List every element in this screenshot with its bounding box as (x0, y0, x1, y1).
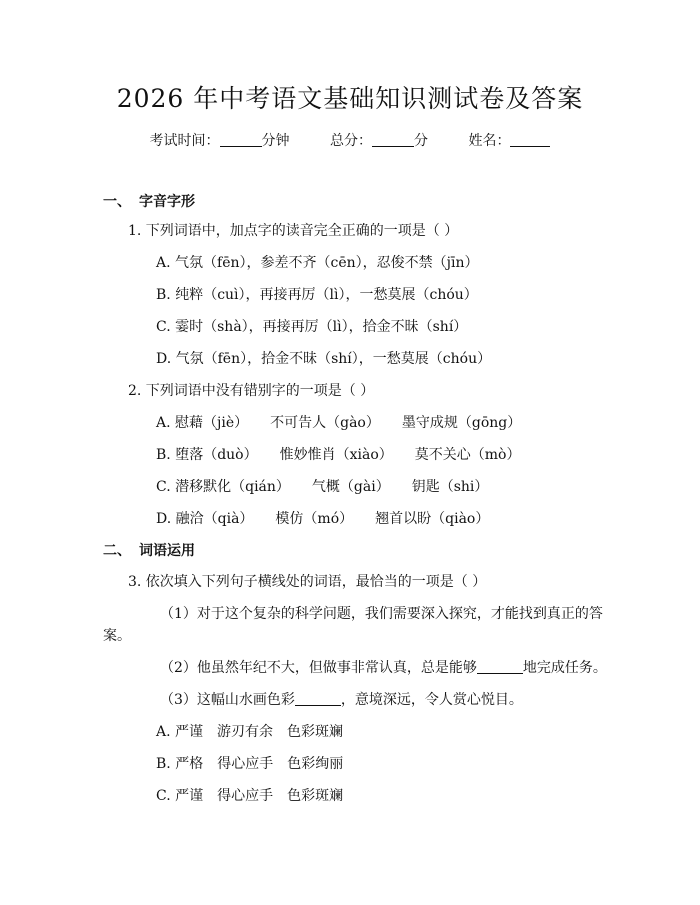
option-part: 色彩绚丽 (287, 756, 344, 772)
option-part: 模仿（mó） (275, 511, 354, 527)
option-part: 得心应手 (217, 756, 274, 772)
option-part: A. 慰藉（jiè） (156, 415, 249, 431)
question-3-stem: 3. 依次填入下列句子横线处的词语，最恰当的一项是（ ） (128, 574, 487, 590)
fill-blank (477, 659, 523, 674)
time-blank (220, 132, 262, 147)
score-label: 总分： (330, 133, 372, 149)
time-unit: 分钟 (261, 133, 290, 149)
question-3-sentence-2 (160, 658, 607, 678)
fill-blank (295, 691, 341, 706)
question-1-option-b: B. 纯粹（cuì），再接再厉（lì），一愁莫展（chóu） (156, 287, 478, 303)
total-score-field (330, 133, 428, 149)
option-part: D. 融洽（qià） (156, 511, 254, 527)
option-part: 钥匙（shi） (411, 479, 489, 495)
option-part: 莫不关心（mò） (414, 447, 521, 463)
exam-info-line (0, 130, 700, 152)
page-title: 2026 年中考语文基础知识测试卷及答案 (116, 84, 584, 113)
section-heading-1 (103, 192, 195, 212)
option-part: 惟妙惟肖（xiào） (279, 447, 393, 463)
score-blank (372, 132, 414, 147)
option-part: C. 严谨 (156, 788, 204, 804)
question-1-option-a: A. 气氛（fēn），参差不齐（cēn），忍俊不禁（jīn） (156, 255, 479, 271)
question-2-stem: 2. 下列词语中没有错别字的一项是（ ） (128, 383, 375, 399)
question-3-option-b (156, 754, 343, 774)
sentence-text: （2）他虽然年纪不大，但做事非常认真，总是能够 (160, 660, 477, 676)
name-field (468, 133, 550, 149)
sentence-text: （3）这幅山水画色彩 (160, 692, 295, 708)
option-part: 色彩斑斓 (287, 724, 344, 740)
name-blank (510, 132, 550, 147)
time-label: 考试时间： (149, 133, 220, 149)
section-number: 二、 (103, 543, 131, 559)
question-3-option-c (156, 786, 343, 806)
question-2-option-d (156, 509, 489, 529)
option-part: 不可告人（gào） (270, 415, 380, 431)
exam-time-field (150, 133, 290, 149)
option-part: C. 潜移默化（qián） (156, 479, 290, 495)
section-heading-2 (103, 541, 195, 561)
sentence-text: 地完成任务。 (522, 660, 607, 676)
option-part: 色彩斑斓 (287, 788, 344, 804)
question-1-option-c: C. 霎时（shà），再接再厉（lì），拾金不昧（shí） (156, 319, 468, 335)
name-label: 姓名： (468, 133, 511, 149)
question-3-sentence-1-continued: 案。 (103, 628, 131, 644)
question-1-stem: 1. 下列词语中，加点字的读音完全正确的一项是（ ） (128, 223, 459, 239)
option-part: 气概（gài） (311, 479, 390, 495)
score-unit: 分 (414, 133, 428, 149)
option-part: B. 严格 (156, 756, 204, 772)
option-part: 墨守成规（gōng） (401, 415, 522, 431)
option-part: 翘首以盼（qiào） (375, 511, 490, 527)
option-part: B. 堕落（duò） (156, 447, 258, 463)
option-part: A. 严谨 (156, 724, 204, 740)
section-title: 字音字形 (139, 194, 195, 210)
section-number: 一、 (103, 194, 131, 210)
sentence-text: ，意境深远，令人赏心悦目。 (340, 692, 523, 708)
question-3-option-a (156, 722, 343, 742)
option-part: 得心应手 (217, 788, 274, 804)
option-part: 游刃有余 (217, 724, 274, 740)
section-title: 词语运用 (139, 543, 195, 559)
question-2-option-a (156, 413, 521, 433)
question-1-option-d: D. 气氛（fēn），拾金不昧（shí），一愁莫展（chóu） (156, 351, 492, 367)
question-3-sentence-1: （1）对于这个复杂的科学问题，我们需要深入探究，才能找到真正的答 (160, 606, 603, 622)
question-2-option-b (156, 445, 520, 465)
question-3-sentence-3 (160, 690, 523, 710)
question-2-option-c (156, 477, 488, 497)
